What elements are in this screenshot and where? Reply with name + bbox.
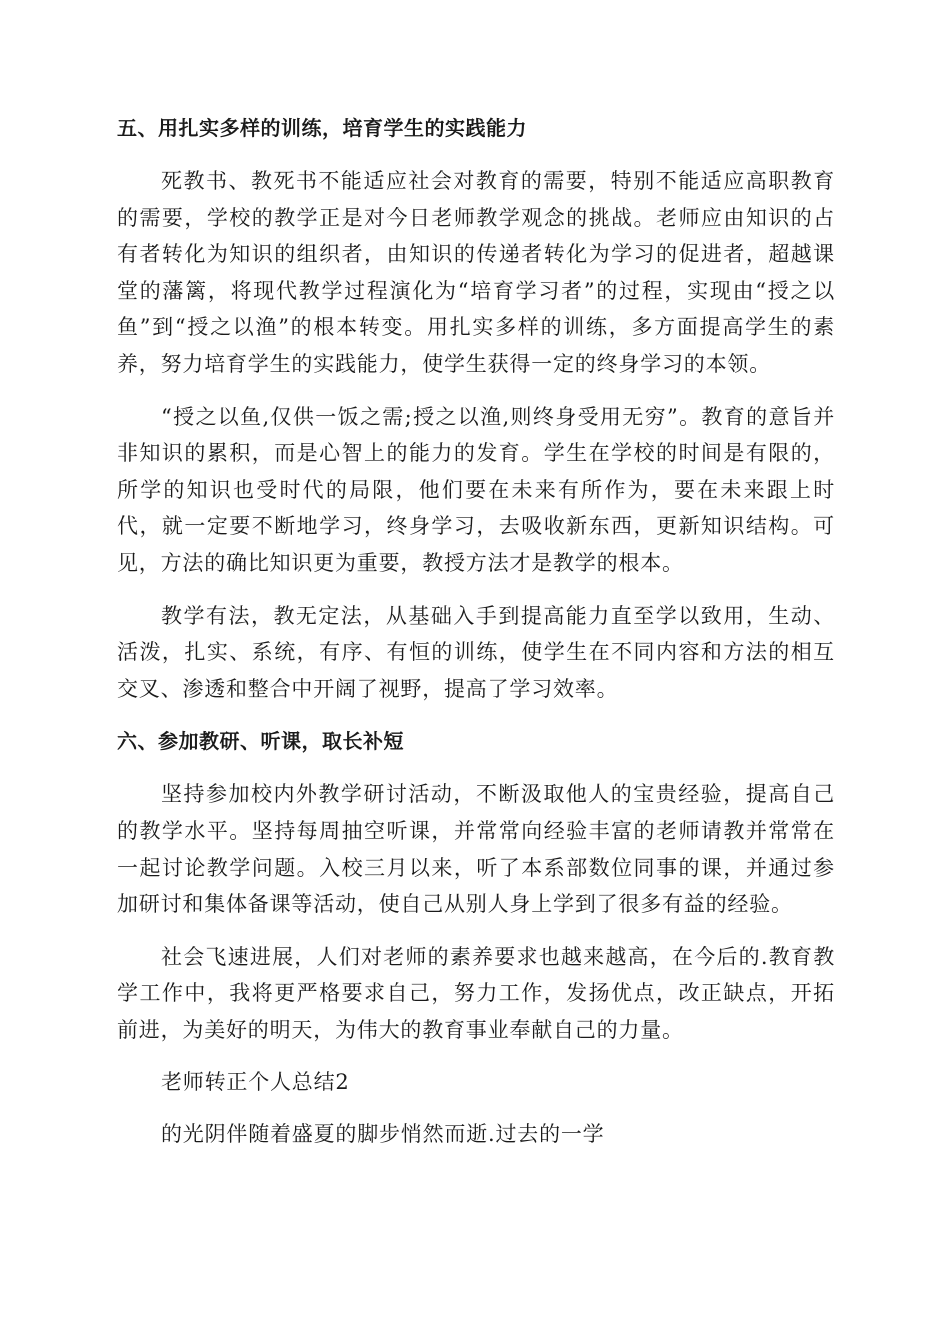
paragraph: 教学有法，教无定法，从基础入手到提高能力直至学以致用，生动、活泼，扎实、系统，有序、有恒的训练，使学生在不同内容和方法的相互交叉、渗透和整合中开阔了视野，提高了学习效率。 <box>117 603 835 701</box>
truncated-line: 的光阴伴随着盛夏的脚步悄然而逝.过去的一学 <box>161 1122 605 1147</box>
paragraph: “授之以鱼,仅供一饭之需;授之以渔,则终身受用无穷”。教育的意旨并非知识的累积，而是心智上的能力的发育。学生在学校的时间是有限的，所学的知识也受时代的局限，他们要在未来有所作为，要在未来跟上时代，就一定要不断地学习，终身学习，去吸收新东西，更新知识结构。可见，方法的确比知识更为重要，教授方法才是教学的根本。 <box>117 404 835 575</box>
paragraph: 社会飞速进展，人们对老师的素养要求也越来越高，在今后的.教育教学工作中，我将更严格要求自己，努力工作，发扬优点，改正缺点，开拓前进，为美好的明天，为伟大的教育事业奉献自己的力量。 <box>117 944 835 1042</box>
section-heading-5: 五、用扎实多样的训练，培育学生的实践能力 <box>117 116 527 140</box>
next-article-title: 老师转正个人总结2 <box>161 1070 350 1095</box>
paragraph: 坚持参加校内外教学研讨活动，不断汲取他人的宝贵经验，提高自己的教学水平。坚持每周抽空听课，并常常向经验丰富的老师请教并常常在一起讨论教学问题。入校三月以来，听了本系部数位同事的课，并通过参加研讨和集体备课等活动，使自己从别人身上学到了很多有益的经验。 <box>117 782 835 917</box>
section-heading-6: 六、参加教研、听课，取长补短 <box>117 729 404 754</box>
document-body <box>117 110 835 1168</box>
paragraph: 死教书、教死书不能适应社会对教育的需要，特别不能适应高职教育的需要，学校的教学正是对今日老师教学观念的挑战。老师应由知识的占有者转化为知识的组织者，由知识的传递者转化为学习的促进者，超越课堂的藩篱，将现代教学过程演化为“培育学习者”的过程，实现由“授之以鱼”到“授之以渔”的根本转变。用扎实多样的训练，多方面提高学生的素养，努力培育学生的实践能力，使学生获得一定的终身学习的本领。 <box>117 169 835 376</box>
